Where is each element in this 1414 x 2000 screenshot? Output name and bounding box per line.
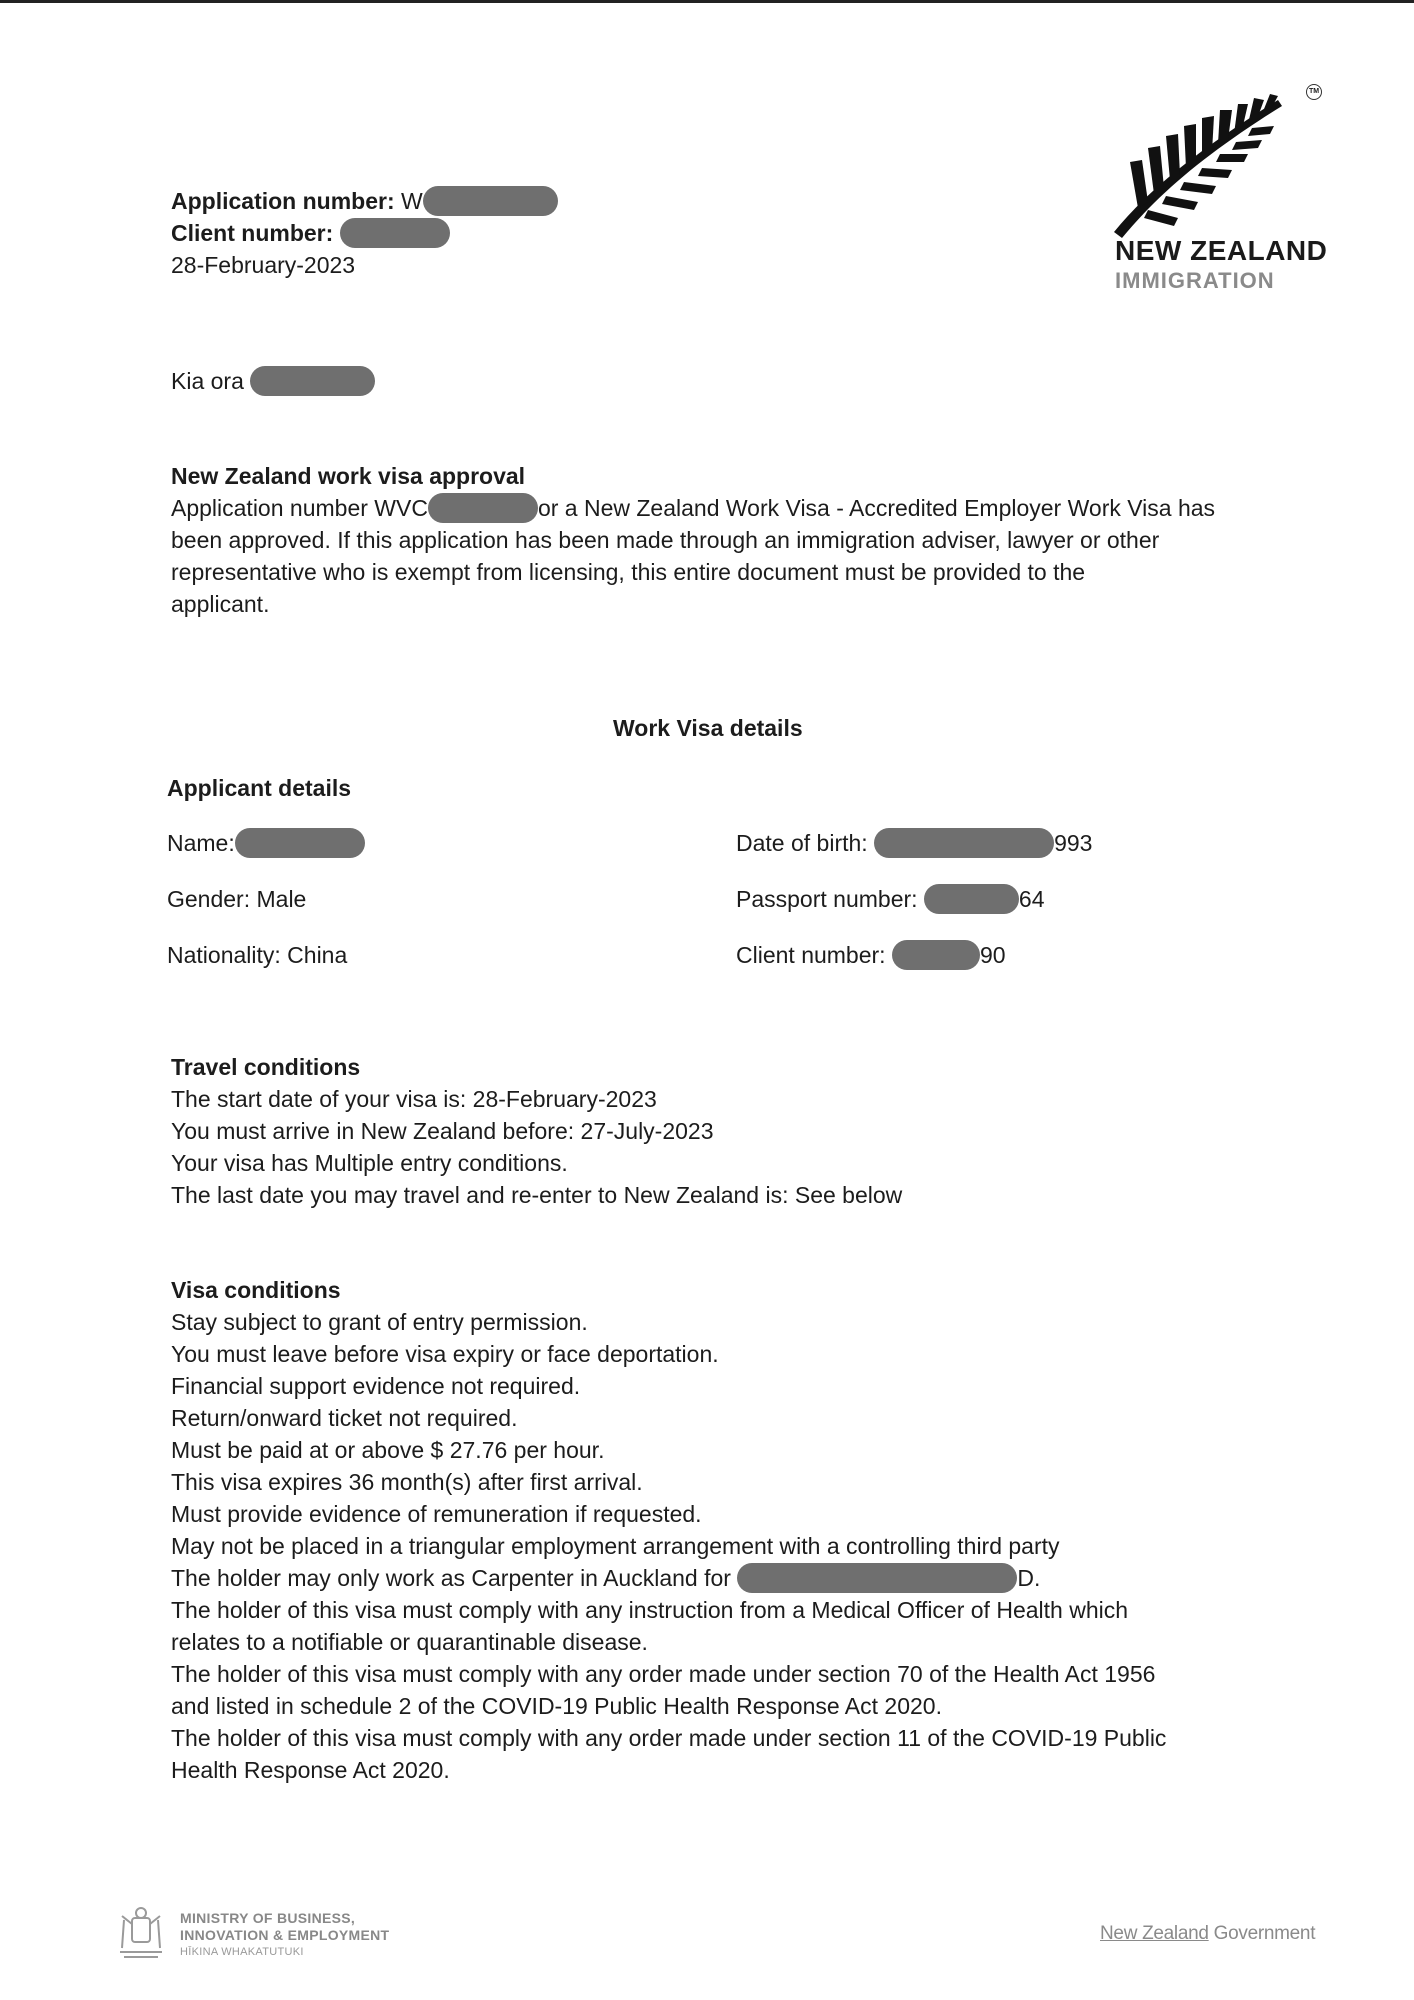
- visa-line: and listed in schedule 2 of the COVID-19 Public Health Response Act 2020.: [171, 1693, 942, 1719]
- travel-line: The start date of your visa is: 28-February-2023: [171, 1086, 657, 1112]
- visa-line: The holder of this visa must comply with any instruction from a Medical Officer of Health which: [171, 1597, 1129, 1623]
- visa-line-employer: [171, 1562, 1166, 1594]
- passport-suffix: 64: [1018, 886, 1045, 912]
- dob-label: Date of birth:: [736, 830, 875, 856]
- logo-title: NEW ZEALAND: [1115, 235, 1328, 266]
- visa-line: Health Response Act 2020.: [171, 1757, 450, 1783]
- redacted-name: [235, 828, 365, 858]
- visa-line: Stay subject to grant of entry permission.: [171, 1309, 588, 1335]
- letter-date: 28-February-2023: [171, 252, 356, 278]
- visa-line: The holder of this visa must comply with any order made under section 11 of the COVID-19 Public: [171, 1725, 1167, 1751]
- travel-line: Your visa has Multiple entry conditions.: [171, 1150, 568, 1176]
- application-number-prefix: W: [401, 188, 423, 214]
- nz-government-part-1: New Zealand: [1100, 1923, 1209, 1944]
- application-number-label: Application number:: [171, 188, 401, 214]
- trademark-symbol: TM: [1306, 84, 1322, 100]
- visa-line: May not be placed in a triangular employment arrangement with a controlling third party: [171, 1533, 1060, 1559]
- client-number-label: Client number:: [171, 220, 340, 246]
- approval-line-4: applicant.: [171, 591, 270, 617]
- nz-government-part-2: Government: [1208, 1923, 1316, 1944]
- client-label: Client number:: [736, 942, 892, 968]
- approval-line-2: been approved. If this application has been made through an immigration adviser, lawyer or other: [171, 527, 1160, 553]
- silver-fern-logo: [1108, 80, 1338, 300]
- nz-government-logo: [1100, 1918, 1315, 1950]
- redacted-client-number: [892, 940, 980, 970]
- employer-line-end: D.: [1017, 1565, 1041, 1591]
- visa-line: relates to a notifiable or quarantinable disease.: [171, 1629, 648, 1655]
- visa-line: This visa expires 36 month(s) after first arrival.: [171, 1469, 643, 1495]
- redacted-name: [250, 366, 375, 396]
- passport-label: Passport number:: [736, 886, 924, 912]
- logo-subtitle: IMMIGRATION: [1115, 268, 1275, 293]
- top-border: [0, 0, 1414, 3]
- redacted-client-number: [340, 218, 450, 248]
- application-number-line: [171, 185, 558, 217]
- redacted-application-number: [428, 493, 538, 523]
- mbie-line-3: HĪKINA WHAKATUTUKI: [180, 1946, 304, 1958]
- visa-heading: Visa conditions: [171, 1277, 341, 1303]
- travel-line: You must arrive in New Zealand before: 27-July-2023: [171, 1118, 714, 1144]
- dob-field: [736, 827, 1092, 859]
- travel-conditions: [171, 1051, 902, 1211]
- greeting: [171, 365, 375, 397]
- client-suffix: 90: [979, 942, 1006, 968]
- details-section-title: Work Visa details: [613, 715, 803, 741]
- employer-line-start: The holder may only work as Carpenter in Auckland for: [171, 1565, 738, 1591]
- visa-conditions: [171, 1274, 1166, 1786]
- mbie-line-2: INNOVATION & EMPLOYMENT: [180, 1927, 390, 1943]
- name-label: Name:: [167, 830, 235, 856]
- visa-line: Financial support evidence not required.: [171, 1373, 581, 1399]
- name-field: [167, 827, 365, 859]
- visa-line: The holder of this visa must comply with any order made under section 70 of the Health Act 1956: [171, 1661, 1156, 1687]
- visa-line: Return/onward ticket not required.: [171, 1405, 518, 1431]
- greeting-text: Kia ora: [171, 368, 251, 394]
- nationality-field: Nationality: China: [167, 942, 348, 968]
- client-number-line: [171, 217, 450, 249]
- approval-heading: New Zealand work visa approval: [171, 463, 526, 489]
- dob-suffix: 993: [1054, 830, 1093, 856]
- client-number-field: [736, 939, 1006, 971]
- redacted-passport: [924, 884, 1019, 914]
- approval-line-1-end: or a New Zealand Work Visa - Accredited Employer Work Visa has: [537, 495, 1216, 521]
- approval-line-1-start: Application number WVC: [171, 495, 428, 521]
- coat-of-arms-icon: [112, 1904, 170, 1962]
- visa-line: Must be paid at or above $ 27.76 per hour.: [171, 1437, 605, 1463]
- redacted-employer: [737, 1563, 1017, 1593]
- redacted-dob: [874, 828, 1054, 858]
- visa-line: You must leave before visa expiry or face deportation.: [171, 1341, 719, 1367]
- approval-line-3: representative who is exempt from licensing, this entire document must be provided to the: [171, 559, 1086, 585]
- mbie-line-1: MINISTRY OF BUSINESS,: [180, 1910, 356, 1926]
- passport-field: [736, 883, 1045, 915]
- redacted-application-number: [423, 186, 558, 216]
- mbie-footer: [180, 1910, 389, 1961]
- travel-line: The last date you may travel and re-enter to New Zealand is: See below: [171, 1182, 903, 1208]
- visa-line: Must provide evidence of remuneration if requested.: [171, 1501, 702, 1527]
- gender-field: Gender: Male: [167, 886, 307, 912]
- travel-heading: Travel conditions: [171, 1054, 361, 1080]
- approval-line-1: [171, 492, 1215, 524]
- applicant-details-heading: Applicant details: [167, 775, 352, 801]
